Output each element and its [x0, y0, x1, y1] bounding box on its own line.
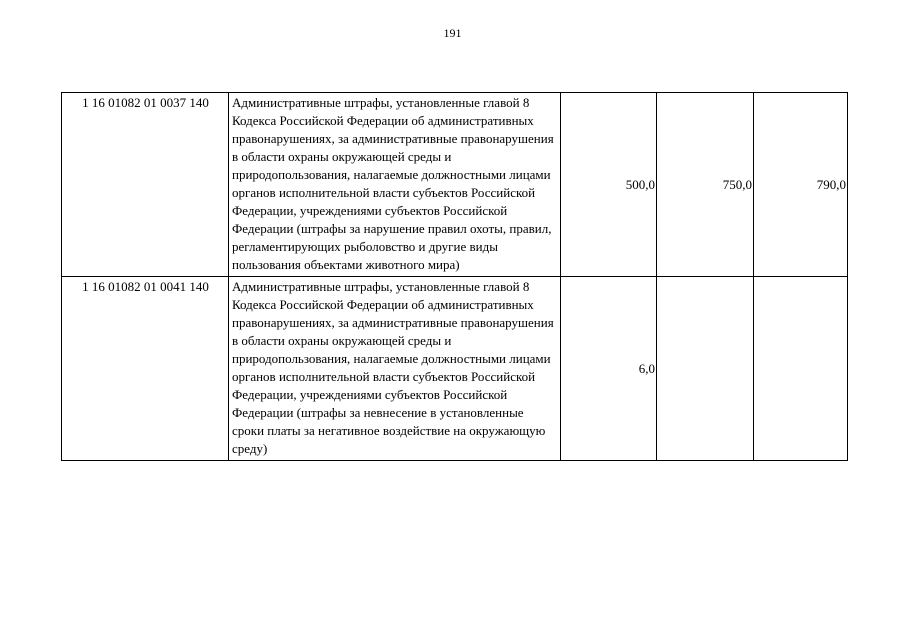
row-value-1-cell: 6,0: [561, 277, 657, 461]
table-row: [62, 277, 848, 461]
row-code-cell: 1 16 01082 01 0041 140: [62, 277, 229, 461]
row-value-2-cell: 750,0: [657, 93, 754, 277]
budget-table: [61, 92, 848, 461]
row-description-cell: Административные штрафы, установленные главой 8 Кодекса Российской Федерации об административных правонарушениях, за административные правонарушения в области охраны окружающей среды и природопользования, налагаемые должностными лицами органов исполнительной власти субъектов Российской Федерации, учреждениями субъектов Российской Федерации (штрафы за нарушение правил охоты, правил, регламентирующих рыболовство и другие виды пользования объектами животного мира): [229, 93, 561, 277]
row-value-3-cell: [754, 277, 848, 461]
row-value-1-cell: 500,0: [561, 93, 657, 277]
row-value-3-cell: 790,0: [754, 93, 848, 277]
row-description-cell: Административные штрафы, установленные главой 8 Кодекса Российской Федерации об административных правонарушениях, за административные правонарушения в области охраны окружающей среды и природопользования, налагаемые должностными лицами органов исполнительной власти субъектов Российской Федерации, учреждениями субъектов Российской Федерации (штрафы за невнесение в установленные сроки платы за негативное воздействие на окружающую среду): [229, 277, 561, 461]
page-number: 191: [443, 26, 462, 40]
row-value-2-cell: [657, 277, 754, 461]
table-row: [62, 93, 848, 277]
row-code-cell: 1 16 01082 01 0037 140: [62, 93, 229, 277]
